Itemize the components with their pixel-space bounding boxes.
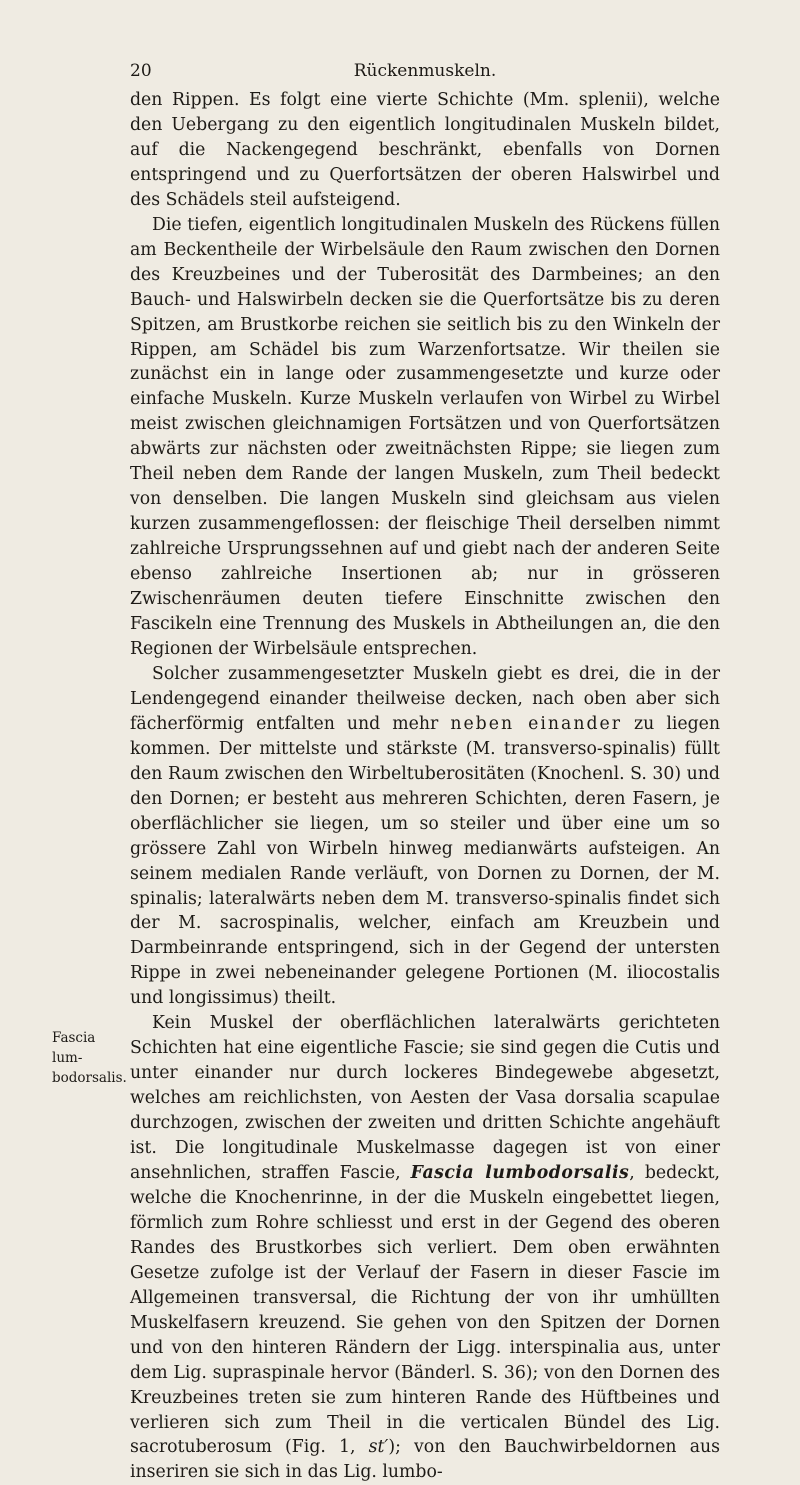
paragraph-continuation: den Rippen. Es folgt eine vierte Schichte (Mm. splenii), welche den Uebergang zu den eigentlich longitudinalen Muskeln bildet, auf die Nackengegend beschränkt, ebenfalls von Dornen entspringend und zu Querfortsätzen der oberen Halswirbel und des Schädels steil aufsteigend. (130, 90, 720, 210)
margin-note (52, 1028, 130, 1088)
paragraph-deep-muscles: Die tiefen, eigentlich longitudinalen Muskeln des Rückens füllen am Beckentheile der Wirbelsäule den Raum zwischen den Dornen des Kreuzbeines und der Tuberosität des Darmbeines; an den Bauch- und Halswirbeln decken sie die Querfortsätze bis zu deren Spitzen, am Brustkorbe reichen sie seitlich bis zu den Winkeln der Rippen, am Schädel bis zum Warzenfortsatze. Wir theilen sie zunächst ein in lange oder zusammengesetzte und kurze oder einfache Muskeln. Kurze Muskeln verlaufen von Wirbel zu Wirbel meist zwischen gleichnamigen Fortsätzen und von Querfortsätzen abwärts zur nächsten oder zweitnächsten Rippe; sie liegen zum Theil neben dem Rande der langen Muskeln, zum Theil bedeckt von denselben. Die langen Muskeln sind gleichsam aus vielen kurzen zusammengeflossen: der fleischige Theil derselben nimmt zahlreiche Ursprungssehnen auf und giebt nach der anderen Seite ebenso zahlreiche Insertionen ab; nur in grösseren Zwischenräumen deuten tiefere Einschnitte zwischen den Fascikeln eine Trennung des Muskels in Abtheilungen an, die den Regionen der Wirbelsäule entsprechen. (130, 214, 720, 659)
paragraph-text: ); von den Bauchwirbeldornen aus inseriren sie sich in das Lig. lumbo- (130, 1437, 720, 1483)
figure-reference: st′ (368, 1437, 389, 1458)
margin-note-line-2: bodorsalis. (52, 1070, 127, 1086)
running-title: Rückenmuskeln. (353, 61, 497, 81)
running-head (130, 60, 720, 82)
page-number: 20 (130, 61, 152, 81)
paragraph-text: Kein Muskel der oberflächlichen lateralwärts gerichteten Schichten hat eine eigentliche Fascie; sie sind gegen die Cutis und unter einander nur durch lockeres Bindegewebe abgesetzt, welches am reichlichsten, von Aesten der Vasa dorsalia scapulae durchzogen, zwischen der zweiten und dritten Schichte angehäuft ist. Die longitudinale Muskelmasse dagegen ist von einer ansehnlichen, straffen Fascie, (130, 1013, 720, 1183)
paragraph-text: Solcher zusammengesetzter Muskeln giebt es drei, die in der Lendengegend einander theilweise decken, nach oben aber sich fächerförmig entfalten und mehr (130, 663, 720, 734)
paragraph-text: zu liegen kommen. Der mittelste und stärkste (M. transverso-spinalis) füllt den Raum zwischen den Wirbeltuberositäten (Knochenl. S. 30) und den Dornen; er besteht aus mehreren Schichten, deren Fasern, je oberflächlicher sie liegen, um so steiler und über eine um so grössere Zahl von Wirbeln hinweg medianwärts aufsteigen. An seinem medialen Rande verläuft, von Dornen zu Dornen, der M. spinalis; lateralwärts neben dem M. transverso-spinalis findet sich der M. sacrospinalis, welcher, einfach am Kreuzbein und Darmbeinrande entspringend, sich in der Gegend der untersten Rippe in zwei nebeneinander gelegene Portionen (M. iliocostalis und longissimus) theilt. (130, 713, 721, 1009)
term-fascia-lumbodorsalis: Fascia lumbodorsalis (410, 1162, 630, 1183)
body-text (130, 88, 720, 1485)
paragraph-composite-muscles (130, 662, 720, 1011)
margin-note-line-1: Fascia lum- (52, 1030, 96, 1066)
paragraph-fascia (130, 1011, 720, 1485)
paragraph-text: , bedeckt, welche die Knochenrinne, in der die Muskeln eingebettet liegen, förmlich zum Rohre schliesst und erst in der Gegend des oberen Randes des Brustkorbes sich verliert. Dem oben erwähnten Gesetze zufolge ist der Verlauf der Fasern in dieser Fascie im Allgemeinen transversal, die Richtung der von ihr umhüllten Muskelfasern kreuzend. Sie gehen von den Spitzen der Dornen und von den hinteren Rändern der Ligg. interspinalia aus, unter dem Lig. supraspinale hervor (Bänderl. S. 36); von den Dornen des Kreuzbeines treten sie zum hinteren Rande des Hüftbeines und verlieren sich zum Theil in die verticalen Bündel des Lig. sacrotuberosum (Fig. 1, (130, 1162, 721, 1458)
spaced-emphasis: neben einander (450, 713, 623, 734)
